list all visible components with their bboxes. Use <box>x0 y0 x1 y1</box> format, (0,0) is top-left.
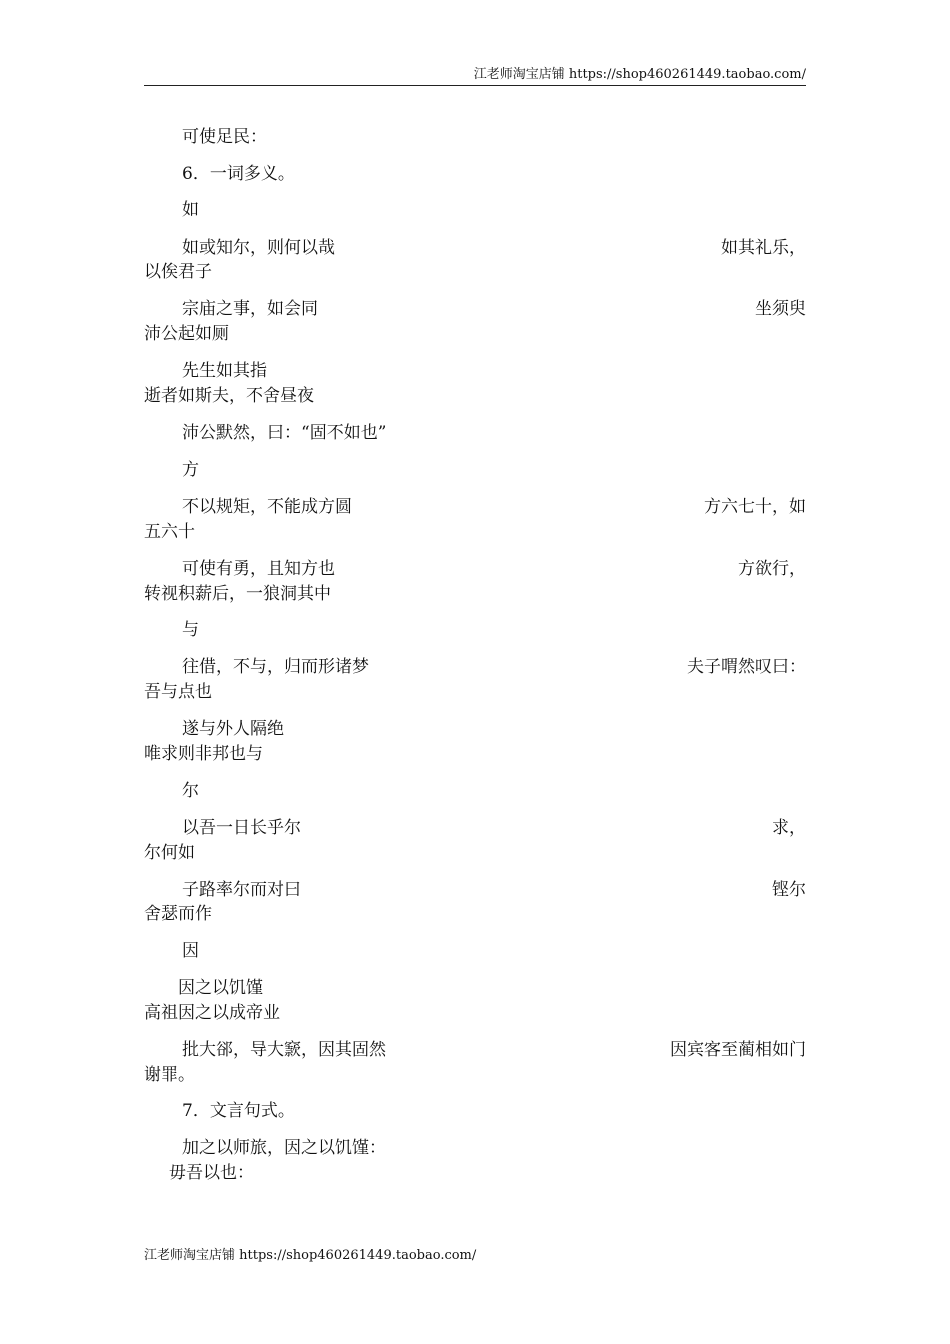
example-line: 谢罪。 <box>144 1065 195 1085</box>
example-line: 方欲行， <box>738 559 806 579</box>
example-line: 往借，不与，归而形诸梦 <box>182 657 369 677</box>
example-line: 如或知尔，则何以哉 <box>182 238 335 258</box>
example-line: 子路率尔而对曰 <box>182 880 301 900</box>
page-header: 江老师淘宝店铺 https://shop460261449.taobao.com/ <box>473 67 806 82</box>
example-line: 方六七十，如 <box>704 497 806 517</box>
example-line: 吾与点也 <box>144 682 212 702</box>
example-line: 批大郤，导大窾，因其固然 <box>182 1040 386 1060</box>
term-heading: 方 <box>182 460 199 480</box>
example-line: 逝者如斯夫，不舍昼夜 <box>144 386 314 406</box>
example-line: 先生如其指 <box>182 361 267 381</box>
section-heading: 7．文言句式。 <box>182 1101 295 1121</box>
example-line: 可使有勇，且知方也 <box>182 559 335 579</box>
example-line: 如其礼乐， <box>721 238 806 258</box>
example-line: 高祖因之以成帝业 <box>144 1003 280 1023</box>
example-line: 宗庙之事，如会同 <box>182 299 318 319</box>
term-heading: 如 <box>182 200 199 220</box>
example-line: 尔何如 <box>144 843 195 863</box>
text-line: 毋吾以也： <box>169 1163 254 1183</box>
example-line: 五六十 <box>144 522 195 542</box>
example-line: 以俟君子 <box>144 262 212 282</box>
header-rule <box>144 85 806 86</box>
example-line: 转视积薪后，一狼洞其中 <box>144 584 331 604</box>
example-line: 舍瑟而作 <box>144 904 212 924</box>
example-line: 不以规矩，不能成方圆 <box>182 497 352 517</box>
term-heading: 因 <box>182 941 199 961</box>
example-line: 坐须臾 <box>755 299 806 319</box>
example-line: 唯求则非邦也与 <box>144 744 263 764</box>
example-line: 铿尔 <box>772 880 806 900</box>
page-footer: 江老师淘宝店铺 https://shop460261449.taobao.com/ <box>144 1248 477 1263</box>
example-line: 因宾客至蔺相如门 <box>670 1040 806 1060</box>
example-line: 遂与外人隔绝 <box>182 719 284 739</box>
example-line: 沛公起如厕 <box>144 324 229 344</box>
example-line: 以吾一日长乎尔 <box>182 818 301 838</box>
example-line: 沛公默然，曰：“固不如也” <box>182 423 387 443</box>
text-line: 可使足民： <box>182 127 267 147</box>
term-heading: 尔 <box>182 781 199 801</box>
example-line: 求， <box>772 818 806 838</box>
text-line: 加之以师旅，因之以饥馑： <box>182 1138 386 1158</box>
section-heading: 6．一词多义。 <box>182 164 295 184</box>
example-line: 夫子喟然叹曰： <box>687 657 806 677</box>
term-heading: 与 <box>182 620 199 640</box>
example-line: 因之以饥馑 <box>178 978 263 998</box>
